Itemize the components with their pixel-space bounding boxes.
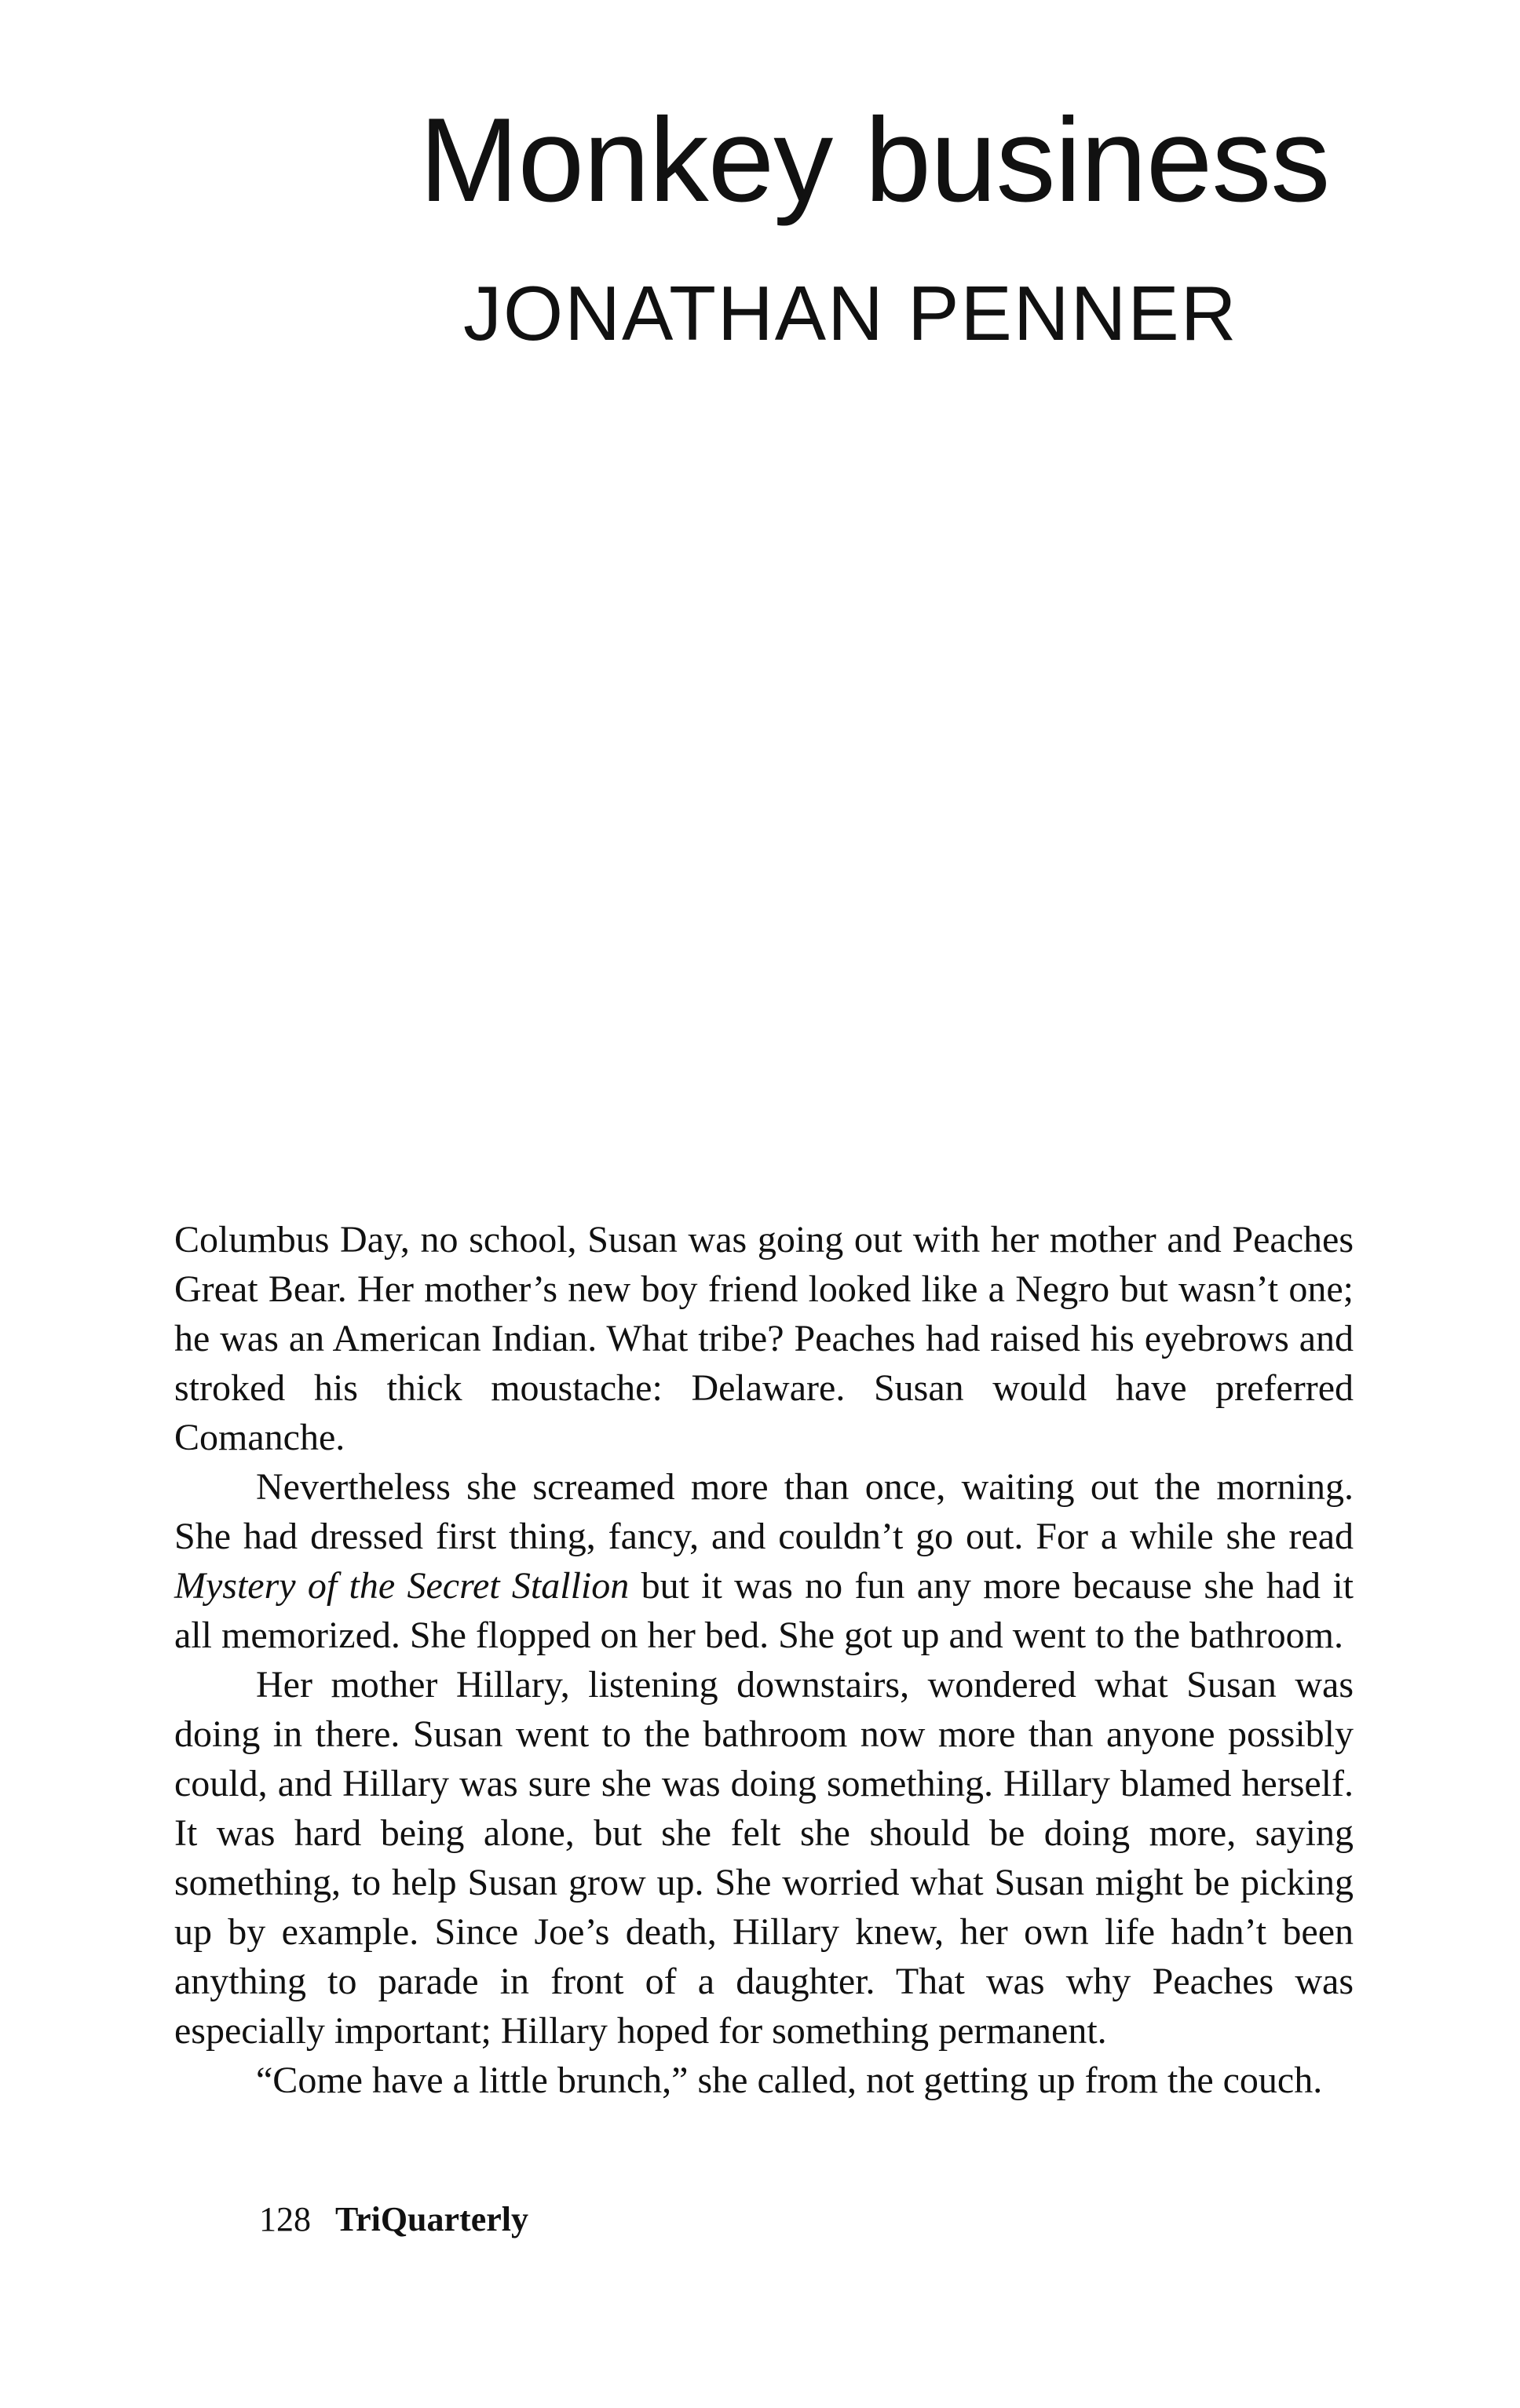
paragraph-3: Her mother Hillary, listening downstairs, wondered what Susan was doing in there. Susan went to the bathroom now more than anyone possibly could, and Hillary was sure she was doing something. Hillary blamed herself. It was hard being alone, but she felt she should be doing more, saying something, to help Susan grow up. She worried what Susan might be picking up by example. Since Joe’s death, Hillary knew, her own life hadn’t been anything to parade in front of a daughter. That was why Peaches was especially important; Hillary hoped for something permanent. (174, 1664, 1354, 2052)
article-title: Monkey business (419, 93, 1330, 227)
article-author: JONATHAN PENNER (463, 270, 1238, 356)
paragraph-1: Columbus Day, no school, Susan was going out with her mother and Peaches Great Bear. Her mother’s new boy friend looked like a Negro but wasn’t one; he was an American Indian. What tribe? Peaches had raised his eyebrows and stroked his thick moustache: Delaware. Susan would have preferred Comanche. (174, 1219, 1354, 1458)
article-body (174, 1215, 1354, 2105)
book-title-italic: Mystery of the Secret Stallion (174, 1565, 630, 1607)
page-footer (259, 2202, 528, 2237)
paragraph-2 (174, 1462, 1354, 1660)
paragraph-4: “Come have a little brunch,” she called, not getting up from the couch. (256, 2060, 1323, 2101)
page-number: 128 (259, 2200, 311, 2238)
paragraph-2-end: but it was no fun any more because she had it all memorized. She flopped on her bed. She got up and went to the bathroom. (174, 1565, 1354, 1656)
journal-name: TriQuarterly (335, 2200, 528, 2238)
paragraph-2-start: Nevertheless she screamed more than once, waiting out the morning. She had dressed first thing, fancy, and couldn’t go out. For a while she read (174, 1466, 1354, 1557)
